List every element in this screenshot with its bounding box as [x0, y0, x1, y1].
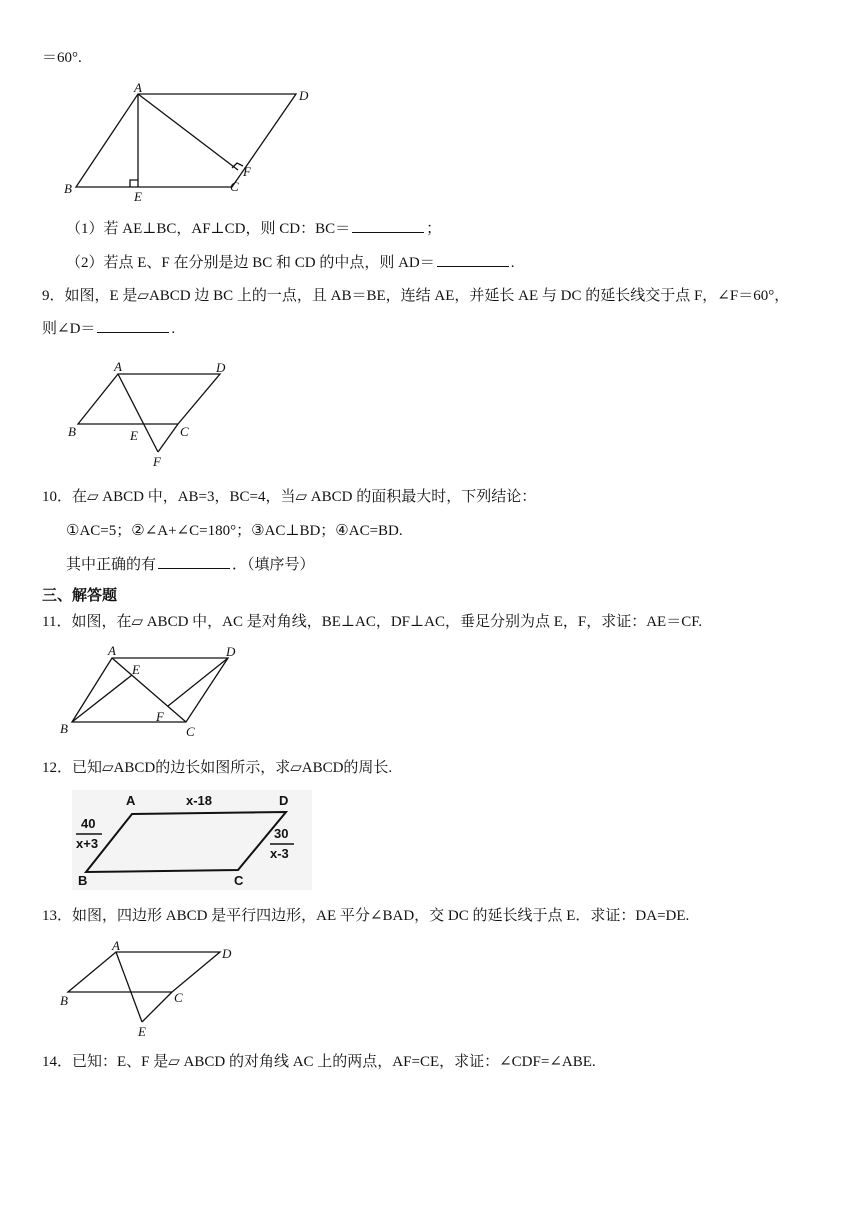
fig8-label-c: C [230, 179, 239, 194]
fig9-label-f: F [153, 454, 161, 469]
fig11-label-f: F [156, 709, 164, 724]
fig12-right-denominator: x-3 [270, 846, 289, 861]
q11-text: 11．如图，在▱ ABCD 中，AC 是对角线，BE⊥AC，DF⊥AC，垂足分别为点 E，F，求证：AE＝CF. [42, 614, 703, 630]
q9-line1: 9．如图，E 是▱ABCD 边 BC 上的一点，且 AB＝BE，连结 AE，并延长 AE 与 DC 的延长线交于点 F，∠F＝60°， [42, 288, 790, 304]
q10-line1: 10．在▱ ABCD 中，AB=3，BC=4，当▱ ABCD 的面积最大时，下列结论： [42, 489, 537, 505]
fig12-left-numerator: 40 [81, 816, 96, 831]
prev-answer-tail: ＝60°. [42, 50, 82, 66]
fig13-label-b: B [60, 993, 68, 1008]
fig11-label-c: C [186, 724, 195, 739]
fig13-label-e: E [138, 1024, 146, 1039]
fig13-label-d: D [222, 946, 232, 961]
fig12-label-b: B [78, 873, 88, 888]
answer-blank[interactable] [352, 218, 424, 233]
fig9-label-c: C [180, 424, 189, 439]
q10-line2: ①AC=5；②∠A+∠C=180°；③AC⊥BD；④AC=BD. [66, 523, 403, 539]
fig13-label-c: C [174, 990, 183, 1005]
fig12-label-d: D [279, 793, 289, 808]
fig11-label-a: A [108, 643, 116, 658]
fig8-label-d: D [299, 88, 309, 103]
q8-part1: （1）若 AE⊥BC，AF⊥CD，则 CD：BC＝ ； [66, 218, 441, 239]
figure-q13 [58, 940, 248, 1040]
fig8-label-f: F [243, 164, 251, 179]
fig8-label-b: B [64, 181, 72, 196]
fig9-label-a: A [114, 359, 122, 374]
fig11-label-e: E [132, 662, 140, 677]
fig11-label-b: B [60, 721, 68, 736]
fig8-label-e: E [134, 189, 142, 204]
section-heading: 三、解答题 [42, 586, 118, 604]
fig9-label-d: D [216, 360, 226, 375]
fig12-right-numerator: 30 [274, 826, 289, 841]
q12-text: 12．已知▱ABCD的边长如图所示，求▱ABCD的周长. [42, 760, 393, 776]
fig11-label-d: D [226, 644, 236, 659]
fig12-label-top-side: x-18 [186, 793, 213, 808]
fig8-label-a: A [134, 80, 142, 95]
fig9-label-e: E [130, 428, 138, 443]
fig13-label-a: A [112, 938, 120, 953]
q14-text: 14．已知：E、F 是▱ ABCD 的对角线 AC 上的两点，AF=CE，求证：∠CDF=∠ABE. [42, 1054, 596, 1070]
figure-q8 [60, 82, 320, 207]
q8-part2: （2）若点 E、F 在分别是边 BC 和 CD 的中点，则 AD＝ . [66, 252, 515, 273]
answer-blank[interactable] [437, 252, 509, 267]
fig9-label-b: B [68, 424, 76, 439]
fig12-left-denominator: x+3 [76, 836, 99, 851]
figure-q9 [64, 360, 244, 475]
answer-blank[interactable] [97, 318, 169, 333]
fig12-label-c: C [234, 873, 244, 888]
fig12-label-a: A [126, 793, 136, 808]
q9-line2: 则∠D＝ . [42, 318, 175, 339]
q13-text: 13．如图，四边形 ABCD 是平行四边形，AE 平分∠BAD，交 DC 的延长线于点 E．求证：DA=DE. [42, 908, 690, 924]
answer-blank[interactable] [158, 554, 230, 569]
figure-q12 [72, 790, 312, 890]
q10-line3: 其中正确的有 ．（填序号） [66, 554, 315, 575]
figure-q11 [58, 642, 258, 742]
